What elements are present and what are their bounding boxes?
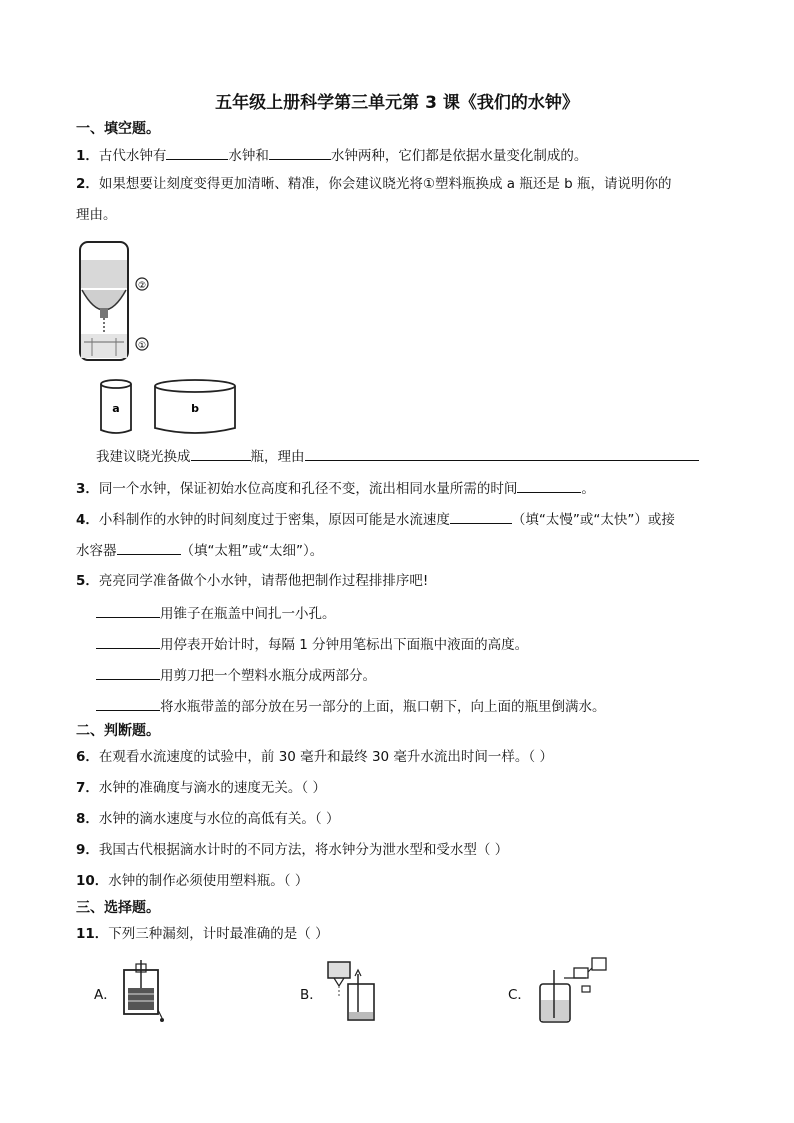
q5-step-text: 将水瓶带盖的部分放在另一部分的上面，瓶口朝下，向上面的瓶里倒满水。 [160, 699, 606, 715]
question-number: 9． [76, 842, 99, 858]
question-6 [76, 748, 553, 766]
q1-blank-2[interactable] [269, 145, 331, 160]
q3-blank[interactable] [517, 478, 581, 493]
q4-text-b: （填“太慢”或“太快”）或接 [511, 512, 675, 528]
question-number: 6． [76, 749, 99, 765]
bottle-b-label: b [191, 402, 199, 415]
q5-step-3 [96, 665, 376, 685]
option-b-label[interactable]: B． [300, 987, 323, 1003]
question-10 [76, 872, 308, 890]
question-number: 4． [76, 512, 99, 528]
question-number: 1． [76, 148, 99, 164]
question-11 [76, 925, 329, 943]
option-a-label[interactable]: A． [94, 987, 117, 1003]
q4-blank-2[interactable] [117, 540, 181, 555]
q5-text: 亮亮同学准备做个小水钟，请帮他把制作过程排排序吧! [98, 573, 429, 589]
question-2 [76, 175, 672, 193]
section-multiple-choice: 三、选择题。 [76, 900, 160, 916]
q1-blank-1[interactable] [166, 145, 228, 160]
q2-text-line2: 理由。 [76, 207, 117, 223]
q5-step-blank[interactable] [96, 603, 160, 618]
figure-label-1: ① [137, 341, 147, 351]
q2-text-line1: 如果想要让刻度变得更加清晰、精准，你会建议晓光将①塑料瓶换成 a 瓶还是 b 瓶，请说明你的 [98, 176, 672, 192]
q11-text: 下列三种漏刻，计时最准确的是（ ） [108, 926, 329, 942]
question-number: 11． [76, 926, 109, 942]
bottle-b-figure [150, 378, 240, 438]
q2-answer-text-b: 瓶，理由 [250, 449, 305, 465]
option-a-water-clock-image[interactable] [118, 958, 168, 1024]
q9-text: 我国古代根据滴水计时的不同方法，将水钟分为泄水型和受水型（ ） [98, 842, 509, 858]
bottle-a-label: a [112, 402, 120, 415]
q4-text-c: 水容器 [76, 543, 117, 559]
section-fill-in: 一、填空题。 [76, 121, 160, 137]
q2-reason-blank[interactable] [305, 446, 699, 461]
section-true-false: 二、判断题。 [76, 723, 160, 739]
question-9 [76, 841, 508, 859]
q10-text: 水钟的制作必须使用塑料瓶。（ ） [108, 873, 309, 889]
question-3 [76, 478, 595, 498]
q3-end: 。 [581, 481, 595, 497]
q5-step-2 [96, 634, 528, 654]
question-number: 8． [76, 811, 99, 827]
q5-step-text: 用剪刀把一个塑料水瓶分成两部分。 [160, 668, 376, 684]
q4-text-a: 小科制作的水钟的时间刻度过于密集，原因可能是水流速度 [98, 512, 450, 528]
question-5 [76, 572, 428, 590]
q1-text-b: 水钟和 [228, 148, 269, 164]
question-8 [76, 810, 339, 828]
q5-step-blank[interactable] [96, 696, 160, 711]
question-4 [76, 509, 675, 529]
page-title: 五年级上册科学第三单元第 3 课《我们的水钟》 [215, 93, 579, 113]
option-c-water-clock-image[interactable] [534, 954, 610, 1026]
question-number: 5． [76, 573, 99, 589]
q1-text-c: 水钟两种，它们都是依据水量变化制成的。 [330, 148, 588, 164]
q2-bottle-blank[interactable] [191, 446, 251, 461]
bottle-a-figure [96, 378, 136, 438]
q5-step-blank[interactable] [96, 634, 160, 649]
q4-blank-1[interactable] [450, 509, 512, 524]
q6-text: 在观看水流速度的试验中，前 30 毫升和最终 30 毫升水流出时间一样。（ ） [98, 749, 553, 765]
q5-step-text: 用停表开始计时，每隔 1 分钟用笔标出下面瓶中液面的高度。 [160, 637, 529, 653]
q5-step-blank[interactable] [96, 665, 160, 680]
q4-text-d: （填“太粗”或“太细”）。 [180, 543, 324, 559]
q1-text-a: 古代水钟有 [98, 148, 167, 164]
q7-text: 水钟的准确度与滴水的速度无关。（ ） [98, 780, 326, 796]
q5-step-text: 用锥子在瓶盖中间扎一小孔。 [160, 606, 336, 622]
question-number: 3． [76, 481, 99, 497]
question-1 [76, 145, 587, 165]
question-number: 7． [76, 780, 99, 796]
q3-text: 同一个水钟，保证初始水位高度和孔径不变，流出相同水量所需的时间 [98, 481, 518, 497]
q2-answer-text-a: 我建议晓光换成 [96, 449, 191, 465]
question-number: 2． [76, 176, 99, 192]
option-b-water-clock-image[interactable] [322, 956, 382, 1024]
q5-step-4 [96, 696, 606, 716]
water-clock-figure [74, 238, 158, 366]
question-4-cont [76, 540, 323, 560]
option-c-label[interactable]: C． [508, 987, 531, 1003]
q5-step-1 [96, 603, 336, 623]
question-number: 10． [76, 873, 109, 889]
q2-answer-line [96, 446, 699, 466]
figure-label-2: ② [137, 281, 147, 291]
question-7 [76, 779, 326, 797]
q8-text: 水钟的滴水速度与水位的高低有关。（ ） [98, 811, 340, 827]
